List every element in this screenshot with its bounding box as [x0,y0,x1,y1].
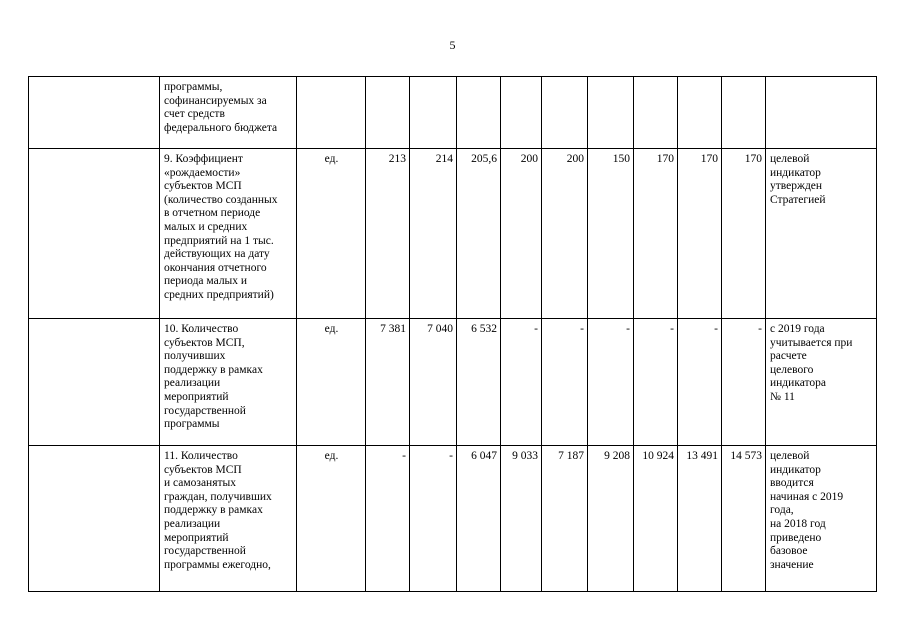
value-cell-text: 13 491 [686,450,718,462]
indicator-name-cell-text: 9. Коэффициент «рождаемости» субъектов МСП (количество созданных в отчетном периоде малых и средних предприятий на 1 тыс. действующих на дату окончания отчетного периода малых и средних предприятий) [164,153,278,301]
value-cell [457,446,501,592]
value-cell [722,149,766,319]
unit-cell [297,319,366,446]
indicator-name-cell-text: 10. Количество субъектов МСП, получивших поддержку в рамках реализации мероприятий государственной программы [164,323,263,431]
value-cell [588,319,634,446]
value-cell-text: 10 924 [642,450,674,462]
value-cell-text: 6 047 [471,450,497,462]
value-cell [410,446,457,592]
note-cell [766,149,877,319]
indicator-name-cell-text: 11. Количество субъектов МСП и самозанятых граждан, получивших поддержку в рамках реализации мероприятий государственной программы ежегодно, [164,450,272,571]
value-cell [678,77,722,149]
unit-cell-text: ед. [324,153,339,165]
value-cell [501,77,542,149]
value-cell-text: 170 [656,153,674,165]
value-cell-text: 9 208 [604,450,630,462]
value-cell-text: 170 [744,153,762,165]
value-cell [410,149,457,319]
value-cell [457,77,501,149]
indicator-name-cell-text: программы, софинансируемых за счет средств федерального бюджета [164,81,278,134]
value-cell [457,319,501,446]
table-row [29,149,877,319]
table-row [29,319,877,446]
value-cell-text: - [580,323,584,335]
value-cell [366,77,410,149]
unit-cell-text: ед. [324,323,339,335]
indicator-name-cell [160,149,297,319]
value-cell-text: - [449,450,453,462]
value-cell [588,149,634,319]
value-cell-text: 200 [520,153,538,165]
value-cell [634,319,678,446]
table-row [29,446,877,592]
row-blank-cell [29,77,160,149]
value-cell-text: 7 381 [380,323,406,335]
row-blank-cell [29,319,160,446]
value-cell-text: 170 [700,153,718,165]
row-blank-cell [29,149,160,319]
value-cell [678,149,722,319]
value-cell-text: 9 033 [512,450,538,462]
value-cell [722,319,766,446]
value-cell [634,149,678,319]
unit-cell [297,149,366,319]
note-cell-text: целевой индикатор вводится начиная с 2019 года, на 2018 год приведено базовое значение [770,450,844,571]
value-cell [678,319,722,446]
value-cell [410,319,457,446]
value-cell-text: 200 [566,153,584,165]
indicator-name-cell [160,77,297,149]
value-cell [457,149,501,319]
page-number: 5 [449,38,456,52]
value-cell [410,77,457,149]
value-cell-text: 214 [435,153,453,165]
value-cell-text: - [626,323,630,335]
value-cell [634,77,678,149]
indicator-name-cell [160,319,297,446]
indicator-name-cell [160,446,297,592]
unit-cell [297,77,366,149]
value-cell [542,149,588,319]
value-cell [501,446,542,592]
value-cell [542,319,588,446]
value-cell-text: 7 040 [427,323,453,335]
indicators-table [28,76,877,592]
value-cell-text: 213 [388,153,406,165]
value-cell-text: - [534,323,538,335]
value-cell [588,77,634,149]
value-cell-text: - [714,323,718,335]
value-cell-text: - [670,323,674,335]
unit-cell [297,446,366,592]
value-cell-text: - [402,450,406,462]
value-cell-text: 14 573 [730,450,762,462]
value-cell [588,446,634,592]
value-cell-text: 205,6 [471,153,497,165]
value-cell-text: 6 532 [471,323,497,335]
value-cell [366,446,410,592]
value-cell [678,446,722,592]
table-row [29,77,877,149]
value-cell-text: 150 [612,153,630,165]
value-cell-text: - [758,323,762,335]
value-cell [634,446,678,592]
note-cell [766,446,877,592]
value-cell-text: 7 187 [558,450,584,462]
unit-cell-text: ед. [324,450,339,462]
value-cell [542,446,588,592]
value-cell [501,319,542,446]
value-cell [722,446,766,592]
value-cell [366,319,410,446]
row-blank-cell [29,446,160,592]
note-cell [766,319,877,446]
value-cell [722,77,766,149]
value-cell [366,149,410,319]
value-cell [542,77,588,149]
note-cell [766,77,877,149]
note-cell-text: целевой индикатор утвержден Стратегией [770,153,826,206]
value-cell [501,149,542,319]
note-cell-text: с 2019 года учитывается при расчете целевого индикатора № 11 [770,323,853,403]
